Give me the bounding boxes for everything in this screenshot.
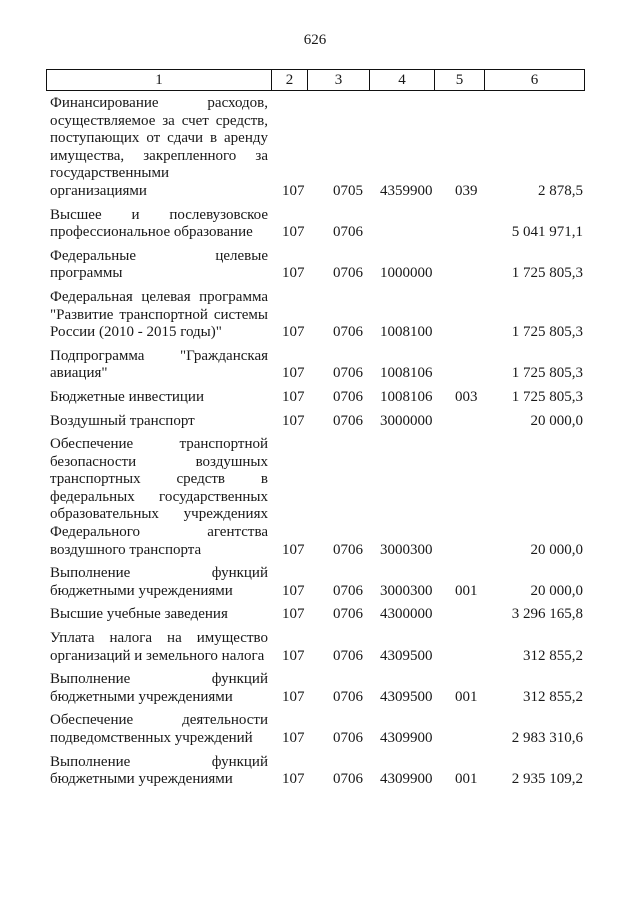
description-line: Федеральные целевые (50, 247, 268, 264)
description-line: Выполнение функций (50, 565, 268, 582)
table-row (47, 289, 584, 342)
target-article-code: 1008106 (380, 365, 433, 382)
target-article-code: 3000000 (380, 412, 433, 429)
description-line: Высшие учебные заведения (50, 606, 228, 623)
description-line: Подпрограмма "Гражданская (50, 347, 268, 364)
ministry-code: 107 (282, 388, 305, 405)
target-article-code: 4309500 (380, 688, 433, 705)
header-cell-1: 1 (155, 72, 163, 88)
amount: 3 296 165,8 (511, 606, 583, 623)
description-cell (47, 95, 271, 201)
ministry-code: 107 (282, 541, 305, 558)
section-code: 0706 (333, 324, 363, 341)
description-line: бюджетными учреждениями (50, 688, 233, 705)
expense-type-code: 039 (455, 182, 478, 199)
amount: 1 725 805,3 (511, 324, 583, 341)
header-cell-3: 3 (307, 70, 369, 90)
section-code: 0706 (333, 688, 363, 705)
description-line: бюджетными учреждениями (50, 771, 233, 788)
table-row (47, 712, 584, 747)
amount: 20 000,0 (530, 412, 583, 429)
section-code: 0706 (333, 730, 363, 746)
header-cell-4: 4 (369, 70, 434, 90)
table-row (47, 95, 584, 201)
table-row (47, 671, 584, 706)
section-code: 0706 (333, 412, 363, 429)
ministry-code: 107 (282, 647, 305, 664)
table-row (47, 606, 584, 624)
target-article-code: 1000000 (380, 265, 433, 282)
description-line: Финансирование расходов, (50, 95, 268, 111)
ministry-code: 107 (282, 771, 305, 788)
table-row (47, 207, 584, 242)
description-cell (47, 754, 271, 789)
description-cell (47, 606, 271, 624)
description-line: профессиональное образование (50, 224, 253, 241)
section-code: 0706 (333, 265, 363, 282)
ministry-code: 107 (282, 324, 305, 341)
description-line: государственными (50, 165, 169, 182)
amount: 2 935 109,2 (511, 771, 583, 788)
ministry-code: 107 (282, 265, 305, 282)
description-cell (47, 565, 271, 600)
section-code: 0706 (333, 365, 363, 382)
target-article-code: 3000300 (380, 541, 433, 558)
description-line: авиация" (50, 365, 108, 382)
table-header (46, 69, 585, 91)
amount: 20 000,0 (530, 582, 583, 599)
description-line: воздушного транспорта (50, 541, 202, 558)
ministry-code: 107 (282, 182, 305, 199)
table-row (47, 630, 584, 665)
description-line: Федерального агентства (50, 524, 268, 541)
description-line: бюджетными учреждениями (50, 582, 233, 599)
ministry-code: 107 (282, 582, 305, 599)
section-code: 0706 (333, 541, 363, 558)
description-line: организациями (50, 182, 147, 199)
section-code: 0706 (333, 771, 363, 788)
target-article-code: 4359900 (380, 182, 433, 199)
amount: 2 878,5 (538, 182, 583, 199)
budget-table-body (47, 95, 584, 795)
description-cell (47, 289, 271, 342)
ministry-code: 107 (282, 606, 305, 623)
target-article-code: 4309900 (380, 730, 433, 746)
description-line: Выполнение функций (50, 753, 268, 770)
table-row (47, 754, 584, 789)
target-article-code: 1008100 (380, 324, 433, 341)
description-line: имущества, закрепленного за (50, 147, 268, 164)
ministry-code: 107 (282, 730, 305, 746)
description-line: транспортных средств в (50, 471, 268, 488)
description-line: Федеральная целевая программа (50, 288, 268, 305)
description-line: осуществляемое за счет средств, (50, 112, 268, 129)
description-line: Выполнение функций (50, 671, 268, 688)
description-line: Бюджетные инвестиции (50, 388, 204, 405)
section-code: 0706 (333, 388, 363, 405)
description-line: Обеспечение деятельности (50, 712, 268, 729)
amount: 1 725 805,3 (511, 388, 583, 405)
description-line: образовательных учреждениях (50, 506, 268, 523)
description-line: безопасности воздушных (50, 453, 268, 470)
section-code: 0706 (333, 582, 363, 599)
section-code: 0705 (333, 182, 363, 199)
description-line: программы (50, 265, 123, 282)
expense-type-code: 001 (455, 688, 478, 705)
description-line: "Развитие транспортной системы (50, 306, 268, 323)
target-article-code: 4300000 (380, 606, 433, 623)
ministry-code: 107 (282, 412, 305, 429)
header-cell-5: 5 (434, 70, 484, 90)
description-line: Высшее и послевузовское (50, 206, 268, 223)
amount: 2 983 310,6 (511, 730, 583, 746)
ministry-code: 107 (282, 365, 305, 382)
section-code: 0706 (333, 224, 363, 241)
amount: 5 041 971,1 (511, 224, 583, 241)
description-line: федеральных государственных (50, 488, 268, 505)
expense-type-code: 001 (455, 771, 478, 788)
amount: 312 855,2 (523, 647, 583, 664)
description-line: России (2010 - 2015 годы)" (50, 324, 222, 341)
ministry-code: 107 (282, 224, 305, 241)
table-row (47, 348, 584, 383)
description-cell (47, 348, 271, 383)
page-number: 626 (303, 32, 327, 48)
section-code: 0706 (333, 606, 363, 623)
expense-type-code: 001 (455, 582, 478, 599)
amount: 312 855,2 (523, 688, 583, 705)
description-line: поступающих от сдачи в аренду (50, 130, 268, 147)
description-cell (47, 630, 271, 665)
header-cell-6: 6 (484, 70, 584, 90)
amount: 1 725 805,3 (511, 265, 583, 282)
description-cell (47, 207, 271, 242)
target-article-code: 4309900 (380, 771, 433, 788)
description-line: Уплата налога на имущество (50, 630, 268, 647)
description-cell (47, 248, 271, 283)
description-cell (47, 413, 271, 431)
table-row (47, 248, 584, 283)
amount: 1 725 805,3 (511, 365, 583, 382)
header-cell-2: 2 (271, 70, 307, 90)
table-row (47, 436, 584, 559)
description-cell (47, 712, 271, 747)
description-cell (47, 671, 271, 706)
table-row (47, 389, 584, 407)
section-code: 0706 (333, 647, 363, 664)
table-row (47, 413, 584, 431)
amount: 20 000,0 (530, 541, 583, 558)
description-cell (47, 389, 271, 407)
description-line: Обеспечение транспортной (50, 436, 268, 453)
expense-type-code: 003 (455, 388, 478, 405)
table-row (47, 565, 584, 600)
target-article-code: 1008106 (380, 388, 433, 405)
description-line: организаций и земельного налога (50, 647, 265, 664)
description-line: подведомственных учреждений (50, 730, 253, 746)
target-article-code: 3000300 (380, 582, 433, 599)
target-article-code: 4309500 (380, 647, 433, 664)
description-cell (47, 436, 271, 559)
ministry-code: 107 (282, 688, 305, 705)
description-line: Воздушный транспорт (50, 412, 195, 429)
